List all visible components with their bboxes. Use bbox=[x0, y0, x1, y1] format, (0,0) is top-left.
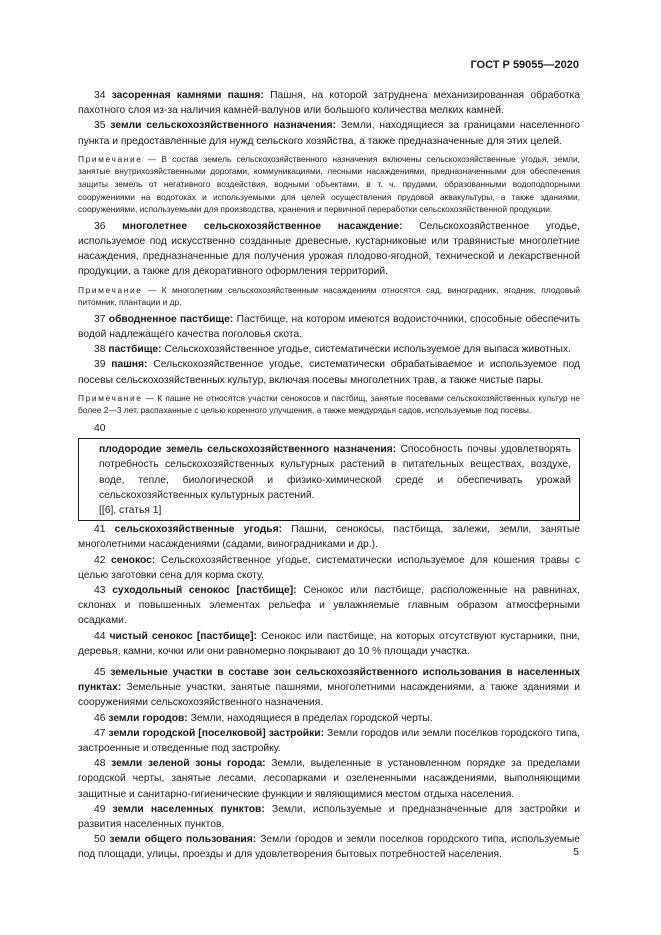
entry-term: плодородие земель сельскохозяйственного назначения: bbox=[99, 444, 397, 456]
entry-term: земли городской [поселковой] застройки: bbox=[108, 727, 324, 739]
entry-term: обводненное пастбище: bbox=[108, 313, 234, 325]
entry-term: земли общего пользования: bbox=[109, 834, 257, 846]
term-entry-49 bbox=[78, 802, 580, 832]
term-entry-35 bbox=[78, 118, 580, 148]
entry-definition: Земли, находящиеся за границами населенного пункта и предоставленные для нужд сельского хозяйства, а также предназначенные для этих целей. bbox=[78, 120, 580, 147]
entry-definition: Земельные участки, занятые пашнями, многолетними насаждениями, а также зданиями и сооружениями сельскохозяйственного назначения. bbox=[78, 682, 580, 709]
entry-definition: Земли, используемые и предназначенные для застройки и развития населенных пунктов. bbox=[78, 803, 580, 831]
entry-term: земли зеленой зоны города: bbox=[111, 758, 266, 770]
note-text: — В состав земель сельскохозяйственного назначения включены сельскохозяйственные угодья, земли, занятые внутрихозяйственными дорогами, коммуникациями, лесными насаждениями, предназначенными для обеспечения защиты земель от негативного воздействия, водными объектами, в т. ч. прудами, образованными водоподпорными сооружениями на водотоках и используемыми для целей осуществления прудовой аквакультуры, а также зданиями, сооружениями, используемыми для производства, хранения и первичной переработки сельскохозяйственной продукции. bbox=[78, 153, 581, 215]
entry-definition: Земли, находящиеся в пределах городской черты. bbox=[190, 712, 433, 724]
term-entry-46 bbox=[78, 711, 580, 726]
entry-term: земли населенных пунктов: bbox=[112, 803, 265, 815]
entry-number: 48 bbox=[94, 758, 106, 770]
term-entry-42 bbox=[78, 553, 580, 583]
term-entry-44 bbox=[78, 629, 580, 659]
term-entry-36 bbox=[78, 219, 580, 280]
doc-code: ГОСТ Р 59055—2020 bbox=[470, 59, 579, 71]
term-entry-43 bbox=[78, 583, 580, 629]
entry-number: 39 bbox=[94, 359, 106, 371]
term-entry-47 bbox=[78, 726, 580, 756]
note-39 bbox=[78, 392, 580, 417]
term-entry-34 bbox=[78, 88, 580, 118]
entry-term: суходольный сенокос [пастбище]: bbox=[112, 585, 297, 597]
page-content bbox=[78, 88, 580, 863]
entry-definition: Пашня, на которой затруднена механизированная обработка пахотного слоя из-за наличия камней-валунов или большого количества мелких камней. bbox=[78, 90, 580, 117]
note-label: Примечание bbox=[78, 284, 143, 295]
page-number: 5 bbox=[573, 846, 579, 858]
entry-definition: Сенокос или пастбище, расположенные на равнинах, склонах и повышенных элементах рельефа и увлажняемые главным образом атмосферными осадками. bbox=[78, 585, 580, 627]
entry-definition: Земли городов или земли поселков городского типа, застроенные и отведенные под застройку. bbox=[78, 727, 580, 755]
entry-term: пастбище: bbox=[108, 344, 162, 356]
entry-term: пашня: bbox=[111, 359, 148, 371]
entry-number: 49 bbox=[94, 803, 106, 815]
entry-term: земли сельскохозяйственного назначения: bbox=[110, 120, 336, 132]
entry-definition: Сельскохозяйственное угодье, используемое под искусственно созданные древесные, кустарниковые или травянистые многолетние насаждения, предназначенные для получения урожая плодово-ягодной, технической и лекарственной продукции, а также для декоративного оформления территорий. bbox=[78, 220, 580, 278]
entry-number: 50 bbox=[94, 834, 106, 846]
entry-number: 47 bbox=[94, 727, 106, 739]
entry-number: 38 bbox=[94, 344, 106, 356]
entry-definition: Пастбище, на котором имеются водоисточники, способные обеспечить водой надлежащего качества поголовья скота. bbox=[78, 313, 580, 340]
entry-number: 42 bbox=[94, 554, 106, 566]
term-entry-48 bbox=[78, 756, 580, 802]
entry-term: засоренная камнями пашня: bbox=[111, 90, 264, 101]
note-text: — К пашне не относятся участки сенокосов и пастбищ, занятые посевами сельскохозяйственных культур не более 2—3 лет, распаханные с целью коренного улучшения, а также междурядья садов, используемые под посевы. bbox=[78, 392, 580, 416]
note-text: — К многолетним сельскохозяйственным насаждениям относятся сад, виноградник, ягодник, плодовый питомник, плантации и др. bbox=[78, 284, 580, 308]
term-entry-39 bbox=[78, 357, 580, 387]
entry-term: сенокос: bbox=[111, 554, 156, 566]
term-entry-37 bbox=[78, 312, 580, 342]
entry-term: сельскохозяйственные угодья: bbox=[114, 524, 283, 536]
entry-number: 46 bbox=[94, 712, 106, 724]
entry-definition: Сельскохозяйственное угодье, систематически используемое для кошения травы с целью заготовки сена для корма скоту. bbox=[78, 554, 580, 581]
entry-definition: Пашни, сенокосы, пастбища, залежи, земли, занятые многолетними насаждениями (садами, виноградниками и др.). bbox=[78, 524, 580, 551]
entry-number: 45 bbox=[94, 667, 106, 679]
entry-term: чистый сенокос [пастбище]: bbox=[109, 630, 257, 642]
entry-number: 34 bbox=[94, 90, 106, 101]
note-label: Примечание bbox=[78, 153, 143, 164]
quoted-definition-box bbox=[78, 438, 580, 521]
entry-number: 37 bbox=[94, 313, 106, 325]
entry-definition: Сенокос или пастбище, на которых отсутствуют кустарники, пни, деревья, камни, кочки или они равномерно покрывают до 10 % площади участка. bbox=[78, 630, 580, 657]
entry-definition: Сельскохозяйственное угодье, систематически обрабатываемое и используемое под посевы сельскохозяйственных культур, включая посевы многолетних трав, а также чистые пары. bbox=[78, 359, 580, 386]
term-entry-38 bbox=[78, 342, 580, 357]
entry-number: 35 bbox=[94, 120, 106, 132]
entry-definition: Земли, выделенные в установленном порядке за пределами городской черты, занятые лесами, лесопарками и озелененными насаждениями, выполняющими защитные и санитарно-гигиенические функции и являющимися местом отдыха населения. bbox=[78, 758, 580, 800]
note-label: Примечание bbox=[78, 392, 143, 403]
entry-number: 43 bbox=[94, 585, 106, 597]
source-reference: [[6], статья 1] bbox=[99, 505, 162, 516]
entry-number-40: 40 bbox=[94, 422, 106, 434]
term-entry-41 bbox=[78, 522, 580, 552]
term-entry-45 bbox=[78, 665, 580, 711]
entry-term: многолетнее сельскохозяйственное насаждение: bbox=[122, 220, 403, 232]
entry-definition: Сельскохозяйственное угодье, систематически используемое для выпаса животных. bbox=[164, 344, 571, 356]
entry-definition: Земли городов и земли поселков городского типа, используемые под площади, улицы, проезды и для удовлетворения бытовых потребностей населения. bbox=[78, 834, 580, 861]
entry-number: 36 bbox=[94, 220, 106, 232]
term-entry-50 bbox=[78, 832, 580, 862]
entry-number: 44 bbox=[94, 630, 106, 642]
entry-term: земли городов: bbox=[108, 712, 188, 724]
entry-number: 41 bbox=[94, 524, 106, 536]
note-35 bbox=[78, 153, 580, 216]
note-36 bbox=[78, 284, 580, 309]
entry-definition: Способность почвы удовлетворять потребность сельскохозяйственных культурных растений в питательных веществах, воздухе, воде, тепле, биологической и физико-химической среде и обеспечивать урожай сельскохозяйственных культурных растений. bbox=[99, 444, 571, 501]
entry-term: земельные участки в составе зон сельскохозяйственного использования в населенных пунктах: bbox=[78, 667, 580, 694]
term-entry-40 bbox=[99, 442, 571, 503]
